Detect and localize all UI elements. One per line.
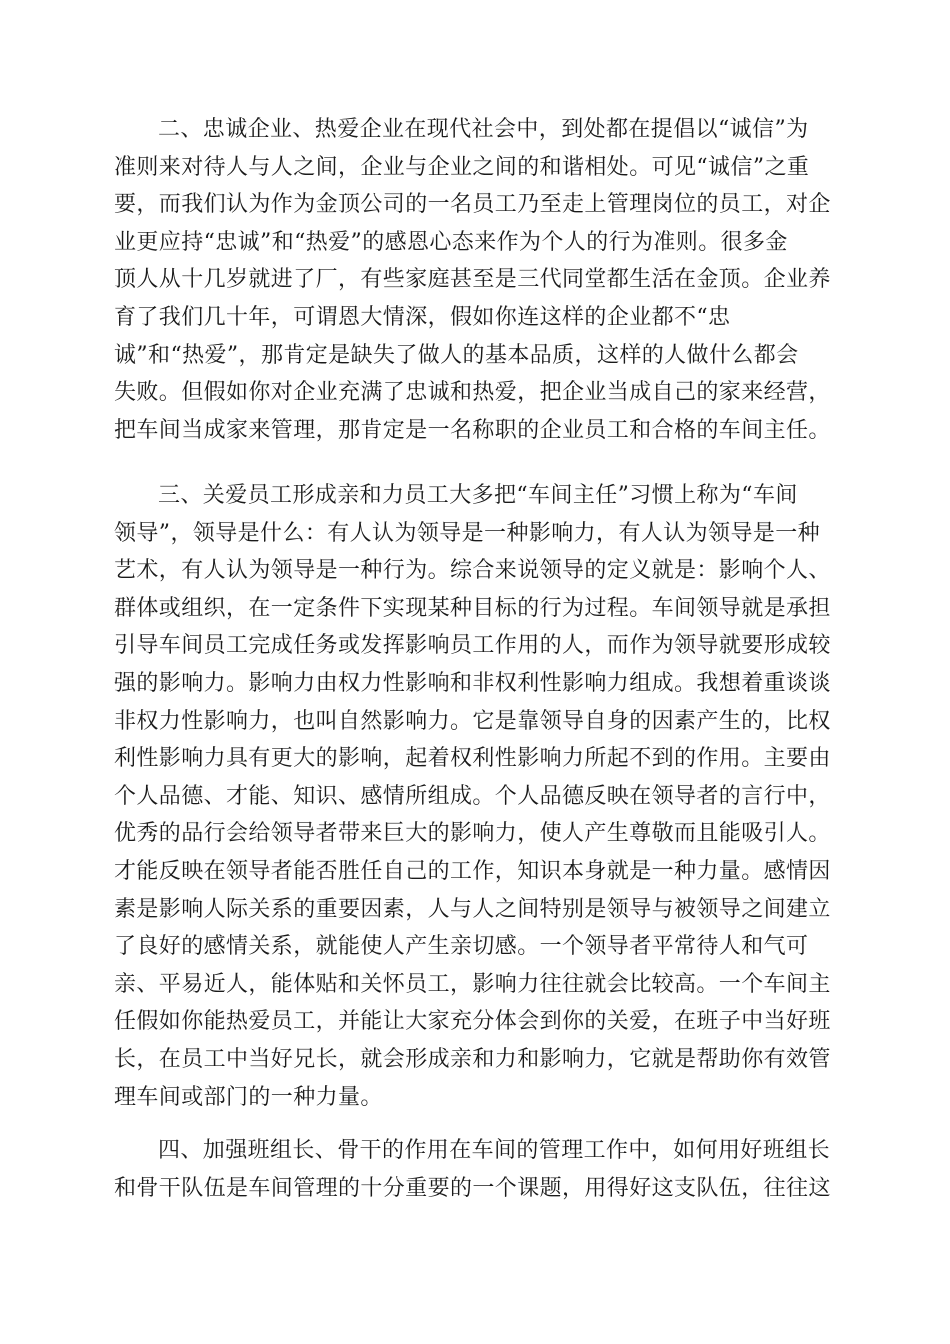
paragraph-line: 把车间当成家来管理，那肯定是一名称职的企业员工和合格的车间主任。 xyxy=(114,417,831,443)
paragraph-line: 亲、平易近人，能体贴和关怀员工，影响力往往就会比较高。一个车间主 xyxy=(114,971,831,997)
paragraph-line: 利性影响力具有更大的影响，起着权利性影响力所起不到的作用。主要由 xyxy=(114,746,831,772)
paragraph-line: 诚”和“热爱”，那肯定是缺失了做人的基本品质，这样的人做什么都会 xyxy=(114,342,799,368)
paragraph-line: 四、加强班组长、骨干的作用在车间的管理工作中，如何用好班组长 xyxy=(158,1138,831,1163)
paragraph-line: 长，在员工中当好兄长，就会形成亲和力和影响力，它就是帮助你有效管 xyxy=(114,1046,831,1072)
paragraph-line: 顶人从十几岁就进了厂，有些家庭甚至是三代同堂都生活在金顶。企业养 xyxy=(114,267,831,293)
paragraph-line: 领导”，领导是什么：有人认为领导是一种影响力，有人认为领导是一种 xyxy=(114,520,821,546)
paragraph-line: 才能反映在领导者能否胜任自己的工作，知识本身就是一种力量。感情因 xyxy=(114,858,831,884)
paragraph-line: 引导车间员工完成任务或发挥影响员工作用的人，而作为领导就要形成较 xyxy=(114,633,831,659)
paragraph-line: 非权力性影响力，也叫自然影响力。它是靠领导自身的因素产生的，比权 xyxy=(114,708,831,734)
paragraph-care-for-employees xyxy=(114,477,834,1116)
paragraph-line: 任假如你能热爱员工，并能让大家充分体会到你的关爱，在班子中当好班 xyxy=(114,1009,831,1035)
paragraph-line: 强的影响力。影响力由权力性影响和非权利性影响力组成。我想着重谈谈 xyxy=(114,670,831,696)
paragraph-line: 育了我们几十年，可谓恩大情深，假如你连这样的企业都不“忠 xyxy=(114,304,731,330)
paragraph-line: 三、关爱员工形成亲和力员工大多把“车间主任”习惯上称为“车间 xyxy=(158,483,798,508)
paragraph-line: 和骨干队伍是车间管理的十分重要的一个课题，用得好这支队伍，往往这 xyxy=(114,1175,831,1201)
paragraph-team-leaders xyxy=(114,1132,834,1207)
paragraph-loyalty xyxy=(114,111,834,449)
paragraph-line: 业更应持“忠诚”和“热爱”的感恩心态来作为个人的行为准则。很多金 xyxy=(114,229,788,255)
paragraph-line: 群体或组织，在一定条件下实现某种目标的行为过程。车间领导就是承担 xyxy=(114,595,831,621)
paragraph-line: 要，而我们认为作为金顶公司的一名员工乃至走上管理岗位的员工，对企 xyxy=(114,192,831,218)
paragraph-line: 艺术，有人认为领导是一种行为。综合来说领导的定义就是：影响个人、 xyxy=(114,558,831,584)
paragraph-line: 理车间或部门的一种力量。 xyxy=(114,1084,383,1110)
paragraph-line: 失败。但假如你对企业充满了忠诚和热爱，把企业当成自己的家来经营， xyxy=(114,380,831,406)
paragraph-line: 优秀的品行会给领导者带来巨大的影响力，使人产生尊敬而且能吸引人。 xyxy=(114,821,831,847)
paragraph-line: 准则来对待人与人之间，企业与企业之间的和谐相处。可见“诚信”之重 xyxy=(114,154,810,180)
paragraph-line: 了良好的感情关系，就能使人产生亲切感。一个领导者平常待人和气可 xyxy=(114,934,809,960)
paragraph-line: 个人品德、才能、知识、感情所组成。个人品德反映在领导者的言行中， xyxy=(114,783,831,809)
paragraph-line: 二、忠诚企业、热爱企业在现代社会中，到处都在提倡以“诚信”为 xyxy=(158,117,809,142)
paragraph-line: 素是影响人际关系的重要因素，人与人之间特别是领导与被领导之间建立 xyxy=(114,896,831,922)
